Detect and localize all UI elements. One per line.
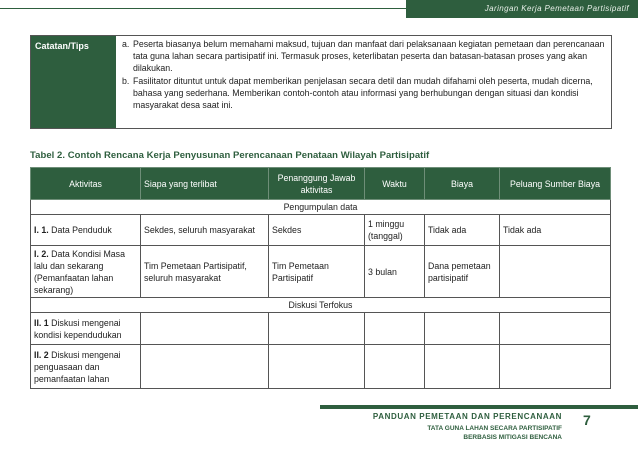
table-row (31, 313, 611, 345)
section-row (31, 200, 611, 215)
activity-text: Diskusi mengenai penguasaan dan pemanfaatan lahan (34, 349, 121, 384)
pic-cell: Tim Pemetaan Partisipatif (269, 246, 365, 298)
who-cell: Sekdes, seluruh masyarakat (141, 215, 269, 246)
who-cell (141, 313, 269, 345)
footer-subtitle: TATA GUNA LAHAN SECARA PARTISIPATIF (427, 425, 562, 432)
pic-cell: Sekdes (269, 215, 365, 246)
activity-cell (31, 246, 141, 298)
footer-rule (320, 405, 638, 409)
who-cell (141, 345, 269, 389)
table-row (31, 345, 611, 389)
activity-code: I. 2. (34, 248, 49, 259)
time-cell: 1 minggu (tanggal) (365, 215, 425, 246)
tips-text: Peserta biasanya belum memahami maksud, tujuan dan manfaat dari pelaksanaan kegiatan pemetaan dan perencanaan tata guna lahan secara partisipatif ini. Termasuk proses, keterlibatan peserta dan batasan-batasan proses yang akan dilakukan. (133, 39, 605, 74)
activity-code: II. 2 (34, 349, 49, 360)
source-cell (500, 246, 611, 298)
column-header: Siapa yang terlibat (141, 168, 269, 200)
column-header: Waktu (365, 168, 425, 200)
tips-box (30, 35, 612, 129)
source-cell (500, 345, 611, 389)
column-header: Aktivitas (31, 168, 141, 200)
page-number: 7 (583, 412, 591, 428)
activity-code: I. 1. (34, 225, 49, 235)
tips-label: Catatan/Tips (31, 36, 116, 128)
time-cell (365, 313, 425, 345)
activity-text: Diskusi mengenai kondisi kependudukan (34, 317, 122, 340)
tips-body (116, 36, 611, 128)
activity-text: Data Penduduk (51, 225, 112, 235)
table-title: Tabel 2. Contoh Rencana Kerja Penyusunan Perencanaan Penataan Wilayah Partisipatif (30, 150, 430, 161)
activity-code: II. 1 (34, 317, 49, 328)
tips-item (122, 38, 605, 75)
pic-cell (269, 345, 365, 389)
tips-item (122, 75, 605, 112)
pic-cell (269, 313, 365, 345)
activity-cell (31, 345, 141, 389)
time-cell (365, 345, 425, 389)
cost-cell (425, 313, 500, 345)
section-label: Pengumpulan data (31, 200, 611, 215)
source-cell: Tidak ada (500, 215, 611, 246)
tips-marker: b. (122, 75, 130, 86)
section-row (31, 298, 611, 313)
header-rule (0, 8, 406, 9)
source-cell (500, 313, 611, 345)
table-header-row (31, 168, 611, 200)
running-header: Jaringan Kerja Pemetaan Partisipatif (406, 0, 638, 18)
cost-cell (425, 345, 500, 389)
column-header: Peluang Sumber Biaya (500, 168, 611, 200)
table-row (31, 246, 611, 298)
column-header: Biaya (425, 168, 500, 200)
activity-cell (31, 313, 141, 345)
section-label: Diskusi Terfokus (31, 298, 611, 313)
footer-title: PANDUAN PEMETAAN DAN PERENCANAAN (372, 412, 562, 421)
activity-text: Data Kondisi Masa lalu dan sekarang (Pemanfaatan lahan sekarang) (34, 248, 125, 295)
cost-cell: Tidak ada (425, 215, 500, 246)
activity-cell (31, 215, 141, 246)
tips-text: Fasilitator dituntut untuk dapat memberikan penjelasan secara detil dan mudah difahami oleh peserta, mudah dicerna, bahasa yang sederhana. Memberikan contoh-contoh atau informasi yang berhubungan dengan situasi dan kondisi masyarakat desa saat ini. (133, 75, 593, 111)
column-header: Penanggung Jawab aktivitas (269, 168, 365, 200)
work-plan-table (30, 167, 611, 389)
footer-subtitle: BERBASIS MITIGASI BENCANA (463, 434, 562, 441)
time-cell: 3 bulan (365, 246, 425, 298)
tips-marker: a. (122, 39, 130, 49)
cost-cell: Dana pemetaan partisipatif (425, 246, 500, 298)
table-row (31, 215, 611, 246)
who-cell: Tim Pemetaan Partisipatif, seluruh masyarakat (141, 246, 269, 298)
